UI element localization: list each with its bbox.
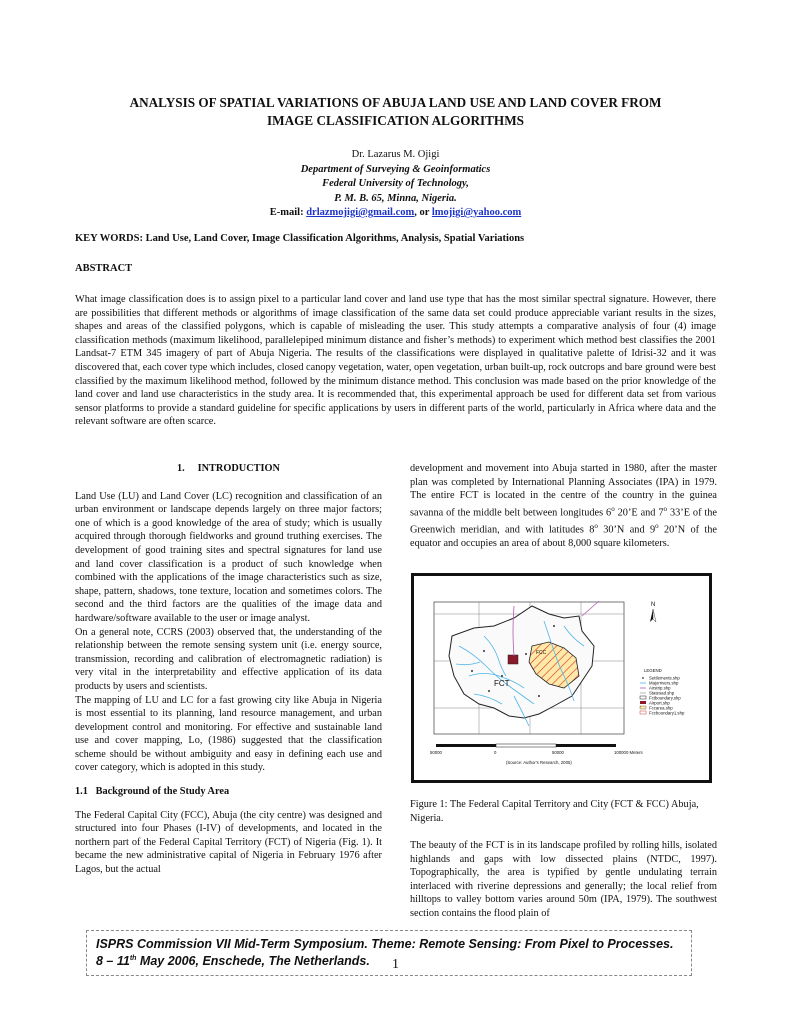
airport-marker [508,655,518,664]
intro-paragraph-1: Land Use (LU) and Land Cover (LC) recognition and classification of an urban environment or landscape depends largely on three major factors; one of which is a good knowledge of the area of study; which is usually acquired through thorough fieldworks and ground truthing exercises. The development of good training sites and spectral signatures for land use and land cover classification is a product of such knowledge when combined with the applications of the image characteristics such as size, shape, pattern, shadows, tone texture, location and sometimes colors. The second and the third factors are the qualities of the image data and hardware/software available to the user or image analyst. [75,490,382,624]
figure-1-map [411,573,712,783]
abstract-text: What image classification does is to assign pixel to a particular land cover and land use type that has the most similar spectral signature. However, there are possibilities that different methods or algorithms of image classification of the same data set could produce appreciable variant results in the sizes, shapes and areas of the classified polygons, which is capable of misleading the user. This study attempts a comparative analysis of four (4) image classification methods (maximum likelihood, parallelepiped minimum distance and fisher’s methods) to experiment which method best classifies the 2001 Landsat-7 ETM 345 imagery of part of Abuja Nigeria. The results of the classifications were displayed in qualitative palette of Idrisi-32 and it was discovered that, each cover type which includes, closed canopy vegetation, water, open vegetation, urban built-up, rock outcrops and bare ground were best classified by the maximum likelihood method, followed by the minimum distance method. This conclusion was made based on the prior knowledge of the land cover and land use characteristics in the study area. It is recommended that, this experimental approach be used for different data set from various sensor platforms to provide a standard guideline for specific applications by users in different parts of the world, particularly in Africa where data and the relevant software are often scarce. [75,294,716,428]
svg-text:N: N [651,602,656,608]
email-link-1[interactable]: drlazmojigi@gmail.com [306,207,415,218]
legend-item: Statesad.shp [649,690,675,696]
author-department: Department of Surveying & Geoinformatics [300,163,491,175]
scale-label: 100000 Meters [614,750,643,755]
legend-item: Airport.shp [649,700,670,706]
author-email-line [100,206,691,221]
fct-map-graphic [414,576,709,780]
conference-footer-box [86,930,692,976]
map-legend [640,668,685,716]
abstract-heading: ABSTRACT [75,263,133,274]
right-column-top [410,462,717,550]
page-number: 1 [392,957,399,972]
title-line-1: ANALYSIS OF SPATIAL VARIATIONS OF ABUJA LAND USE AND LAND COVER FROM [129,95,662,110]
footer-line-2: 8 – 11th May 2006, Enschede, The Netherlands. [96,954,370,968]
section-heading-introduction: 1. INTRODUCTION [177,463,280,474]
background-paragraph-1: The Federal Capital City (FCC), Abuja (the city centre) was designed and structured into four Phases (I-IV) of developments, and located in the northern part of the Federal Capital Territory (FCT) of Nigeria (Fig. 1). It became the new administrative capital of Nigeria in February 1976 after Lagos, but the actual [75,809,382,876]
legend-item: Fccarea.shp [649,705,673,711]
author-address: P. M. B. 65, Minna, Nigeria. [334,192,457,204]
figure-caption: Figure 1: The Federal Capital Territory and City (FCT & FCC) Abuja, Nigeria. [410,799,699,824]
title-line-2: IMAGE CLASSIFICATION ALGORITHMS [267,113,524,128]
footer-line-1: ISPRS Commission VII Mid-Term Symposium. Theme: Remote Sensing: From Pixel to Processes. [96,937,674,951]
north-arrow-icon [650,602,656,622]
degree-symbol: o [611,504,615,513]
legend-item: Airstrip.shp [649,685,671,691]
legend-item: Majorrivers.shp [649,680,679,686]
legend-item: Settlements.shp [649,675,680,681]
degree-symbol: o [655,521,659,530]
intro-paragraph-2: On a general note, CCRS (2003) observed that, the understanding of the relationship between the remote sensing system unit (i.e. energy source, transmission, recording and calibration of electromagnetic radiation) is very vital in the interpretability and effective application of its data products by users and scientists. [75,626,382,692]
scale-label: 50000 [430,750,442,755]
author-university: Federal University of Technology, [322,178,469,189]
keywords: KEY WORDS: Land Use, Land Cover, Image Classification Algorithms, Analysis, Spatial Variations [75,233,525,244]
legend-item: Fctboundary.shp [649,695,681,701]
email-separator: , or [414,207,432,218]
subsection-heading-background: 1.1 Background of the Study Area [75,786,230,798]
scale-label: 50000 [552,750,564,755]
legend-title: LEGEND [644,668,662,673]
fct-label: FCT [494,679,510,688]
scale-label: 0 [494,750,497,755]
author-block [100,148,691,221]
author-name: Dr. Lazarus M. Ojigi [351,149,440,160]
map-source: (Source: Author's Research, 2005) [506,760,572,765]
intro-paragraph-3: The mapping of LU and LC for a fast growing city like Abuja in Nigeria is most essential to its planning, land resource management, and urban development control and monitoring. For effective and sustainable land use and cover mapping, Lo, (1986) suggested that the classification scheme should be without ambiguity and easy in defining each use and cover category, which is adopted in this study. [75,694,382,774]
legend-item: Fccboundary1.shp [649,710,685,716]
landscape-paragraph: The beauty of the FCT is in its landscape profiled by rolling hills, isolated highlands and gaps with low dissected plains (NTDC, 1997). Topographically, the area is typified by gentle undulating terrain interlaced with riverine depressions and generally; the local relief from hilltops to valley bottom varies around 50m (IPA, 1979). The southwest section contains the flood plain of [410,840,717,919]
degree-symbol: o [663,504,668,513]
study-area-paragraph: development and movement into Abuja started in 1980, after the master plan was completed by International Planning Associates (IPA) in 1979. The entire FCT is located in the centre of the country in the guinea savanna of the middle belt between longitudes 6$^o$ 20’E and 7$^o$ 33’E of the Greenwich meridian, and with latitudes 8$^o$ 30’N and 9$^o$ 20’N of the equator and occupies an area of about 8,000 square kilometers. [410,463,718,549]
email-prefix: E-mail: [269,207,307,218]
left-column [75,462,382,877]
scale-bar [430,744,643,755]
fcc-label: FCC [536,650,547,656]
email-link-2[interactable]: lmojigi@yahoo.com [431,207,522,218]
degree-symbol: o [594,521,598,530]
paper-title [60,94,731,130]
